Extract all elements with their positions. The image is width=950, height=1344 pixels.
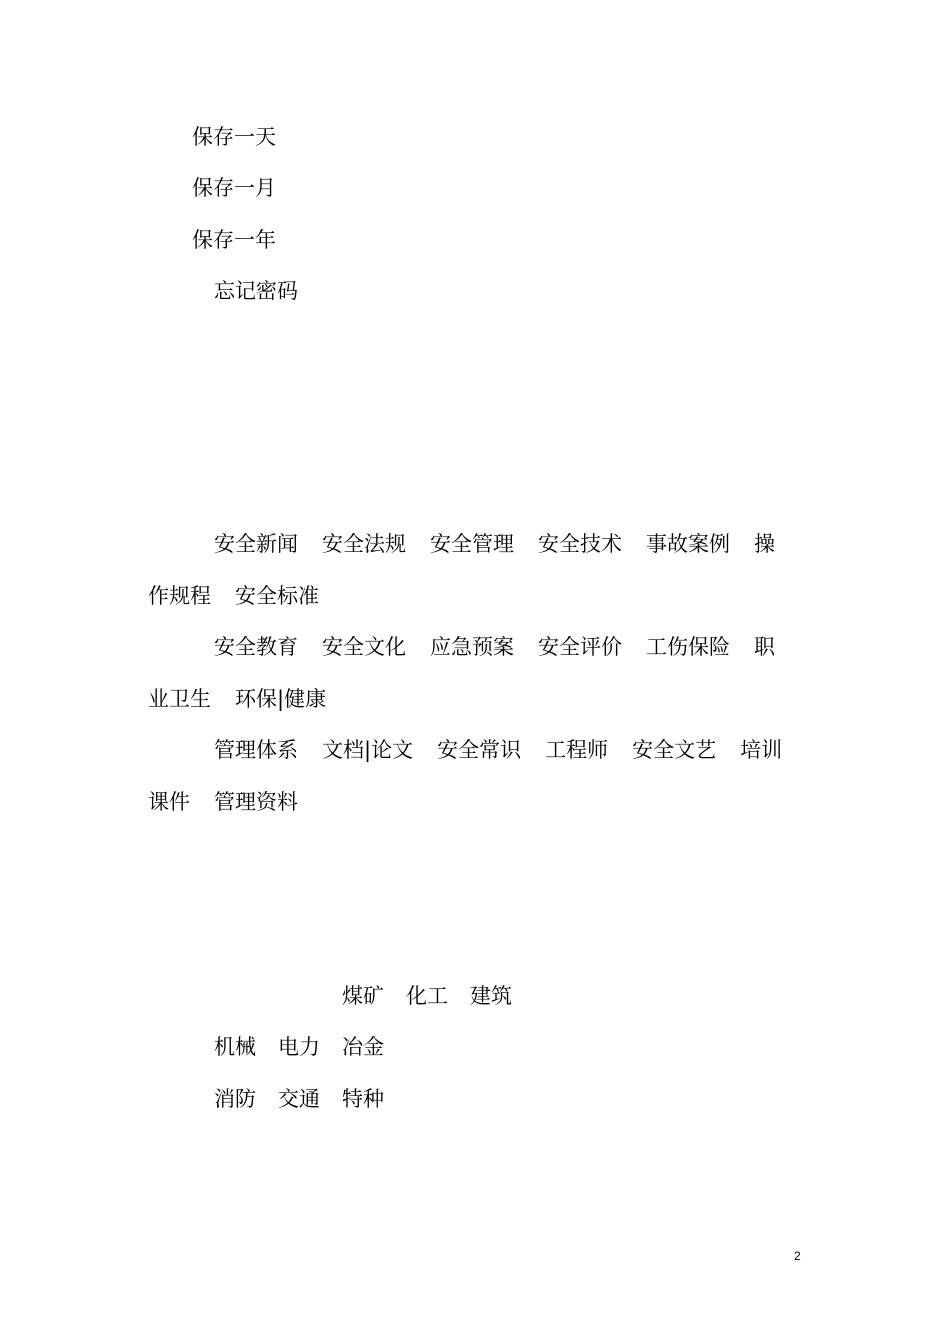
nav-link-safety-knowledge[interactable]: 安全常识 <box>437 738 522 762</box>
nav-row-3 <box>214 736 782 764</box>
nav-link-management-system[interactable]: 管理体系 <box>214 738 298 762</box>
nav-link-safety-evaluation[interactable]: 安全评价 <box>538 635 622 659</box>
save-one-day-option[interactable]: 保存一天 <box>192 125 276 149</box>
industry-link-metallurgy[interactable]: 冶金 <box>342 1035 384 1059</box>
industry-link-machinery[interactable]: 机械 <box>214 1035 256 1059</box>
nav-row-3-cont <box>148 788 298 816</box>
nav-link-safety-culture[interactable]: 安全文化 <box>322 635 406 659</box>
nav-link-training-courseware-start[interactable]: 培训 <box>740 738 783 762</box>
nav-row-2-cont <box>148 685 326 713</box>
nav-row-1-cont <box>148 582 319 610</box>
nav-link-safety-education[interactable]: 安全教育 <box>214 635 298 659</box>
nav-link-accident-cases[interactable]: 事故案例 <box>646 532 730 556</box>
nav-link-injury-insurance[interactable]: 工伤保险 <box>646 635 730 659</box>
nav-link-operating-procedures-start[interactable]: 操 <box>754 532 775 556</box>
industry-link-coal-mine[interactable]: 煤矿 <box>342 984 384 1008</box>
nav-link-safety-management[interactable]: 安全管理 <box>430 532 514 556</box>
industry-link-electric-power[interactable]: 电力 <box>278 1035 320 1059</box>
nav-link-management-materials[interactable]: 管理资料 <box>214 790 298 814</box>
industry-row-3 <box>214 1085 384 1113</box>
save-one-year-option[interactable]: 保存一年 <box>192 228 276 252</box>
nav-link-environment-health[interactable]: 环保|健康 <box>235 687 327 711</box>
industry-row-1 <box>342 982 512 1010</box>
save-one-month-option[interactable]: 保存一月 <box>192 176 276 200</box>
nav-link-safety-news[interactable]: 安全新闻 <box>214 532 298 556</box>
nav-link-documents-papers[interactable]: 文档|论文 <box>322 738 414 762</box>
nav-link-engineer[interactable]: 工程师 <box>545 738 609 762</box>
nav-row-2 <box>214 633 775 661</box>
nav-link-occupational-health-end[interactable]: 业卫生 <box>148 687 211 711</box>
nav-link-safety-standards[interactable]: 安全标准 <box>235 584 319 608</box>
nav-row-1 <box>214 530 775 558</box>
industry-link-fire-protection[interactable]: 消防 <box>214 1087 256 1111</box>
industry-link-chemical[interactable]: 化工 <box>406 984 448 1008</box>
nav-link-safety-technology[interactable]: 安全技术 <box>538 532 622 556</box>
industry-link-construction[interactable]: 建筑 <box>470 984 512 1008</box>
nav-link-training-courseware-end[interactable]: 课件 <box>148 790 190 814</box>
industry-link-special-equipment[interactable]: 特种 <box>342 1087 384 1111</box>
nav-link-safety-regulations[interactable]: 安全法规 <box>322 532 406 556</box>
industry-row-2 <box>214 1033 384 1061</box>
nav-link-occupational-health-start[interactable]: 职 <box>754 635 775 659</box>
industry-link-transportation[interactable]: 交通 <box>278 1087 320 1111</box>
page-number: 2 <box>794 1249 801 1263</box>
nav-link-safety-arts[interactable]: 安全文艺 <box>632 738 717 762</box>
forgot-password-link[interactable]: 忘记密码 <box>214 279 298 303</box>
nav-link-operating-procedures-end[interactable]: 作规程 <box>148 584 211 608</box>
nav-link-emergency-plans[interactable]: 应急预案 <box>430 635 514 659</box>
